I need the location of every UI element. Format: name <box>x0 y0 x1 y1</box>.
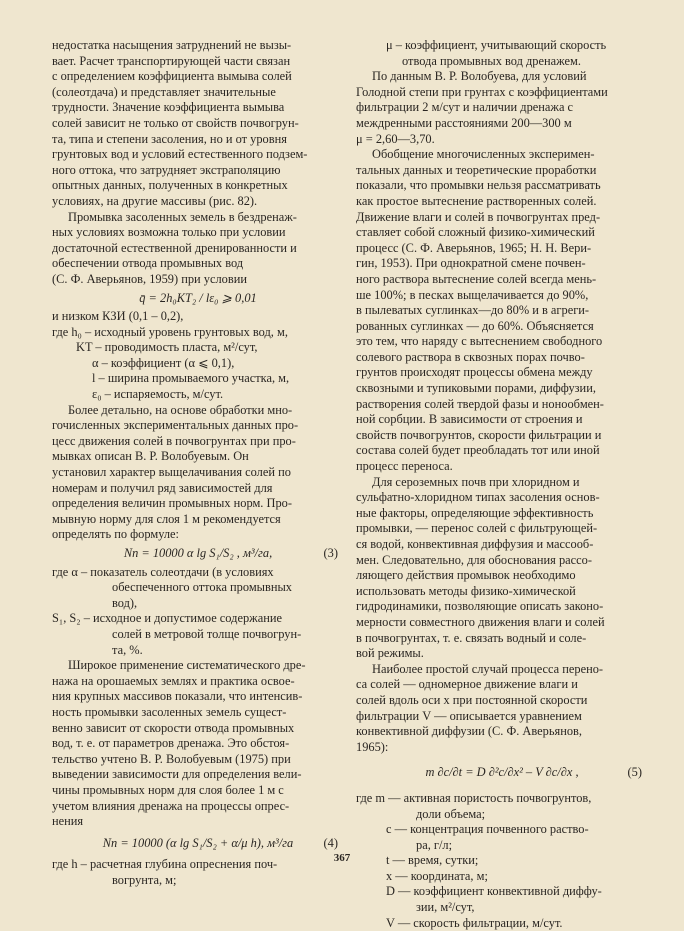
page-number: 367 <box>333 852 351 864</box>
text-line: условиях, на другие массивы (рис. 82). <box>52 193 258 208</box>
text-line: растворения солей твердой фазы и нонообмен- <box>356 396 604 411</box>
definition-d: D — коэффициент конвективной диффу- <box>386 884 602 899</box>
left-column <box>52 38 344 888</box>
formula-5 <box>356 765 648 781</box>
definition-kt: KT – проводимость пласта, м²/сут, <box>76 340 258 355</box>
definition-t: t — время, сутки; <box>386 853 479 868</box>
text-line: По данным В. Р. Волобуева, для условий <box>372 69 587 84</box>
text-line: вает. Расчет транспортирующей части связан <box>52 53 291 68</box>
text-line: грунтов происходят процессы обмена между <box>356 365 593 380</box>
text-line: выведении зависимости для определения вели- <box>52 767 302 782</box>
definition-h-cont: вогрунта, м; <box>112 872 177 887</box>
text-line: достаточной естественной дренированности и <box>52 240 297 255</box>
text-line: са солей — одномерное движение влаги и <box>356 677 578 692</box>
text-line: и низком КЗИ (0,1 – 0,2), <box>52 309 184 324</box>
definition-h: где h – расчетная глубина опреснения поч- <box>52 857 278 872</box>
text-line: определять по формуле: <box>52 527 179 542</box>
text-line: это тем, что наряду с вытеснением свободного <box>356 334 603 349</box>
text-line: с определением коэффициента вымыва солей <box>52 69 292 84</box>
text-line: Обобщение многочисленных эксперимен- <box>372 147 595 162</box>
text-line: свойств почвогрунтов, скорости фильтрации и <box>356 427 602 442</box>
text-line: ше 100%; в песках выщелачивается до 90%, <box>356 287 589 302</box>
right-column <box>356 38 648 931</box>
text-line: ляющего действия промывок необходимо <box>356 568 576 583</box>
definition-m-cont: доли объема; <box>416 806 486 821</box>
text-line: недостатка насыщения затруднений не вызы- <box>52 38 292 52</box>
definition-d-cont: зии, м²/сут, <box>416 900 475 915</box>
definition-eps: ε₀ – испаряемость, м/сут. <box>92 387 224 402</box>
formula-4 <box>52 836 344 852</box>
text-line: та, типа и степени засоления, но и от уровня <box>52 131 287 146</box>
text-line: мен. Следовательно, для обоснования рассо- <box>356 552 592 567</box>
text-line: (С. Ф. Аверьянов, 1959) при условии <box>52 271 247 286</box>
text-line: (солеотдача) и представляет значительные <box>52 84 276 99</box>
formula-5-body: m ∂c/∂t = D ∂²c/∂x² – V ∂c/∂x , <box>425 765 579 780</box>
definition-m: где m — активная пористость почвогрунтов, <box>356 790 592 805</box>
text-line: ных условиях возможна только при условии <box>52 225 286 240</box>
text-line: тальных данных и теоретические проработки <box>356 162 597 177</box>
text-line: конвективной диффузии (С. Ф. Аверьянов, <box>356 724 582 739</box>
text-line: учетом влияния дренажа на процессы опрес- <box>52 798 290 813</box>
text-line: солевого раствора в сквозных порах почво- <box>356 349 585 364</box>
text-line: междренными расстояниями 200—300 м <box>356 115 572 130</box>
text-line: опытных данных, полученных в конкретных <box>52 178 288 193</box>
text-line: сульфатно-хлоридном типах засоления основ- <box>356 490 600 505</box>
text-line: трудности. Значение коэффициента вымыва <box>52 100 285 115</box>
text-line: ность промывки засоленных земель сущест- <box>52 704 287 719</box>
text-line: солей зависит не только от свойств почвогрун- <box>52 115 299 130</box>
formula-4-number: (4) <box>323 835 338 850</box>
text-line: рованных суглинках — до 60%. Объясняется <box>356 318 594 333</box>
definition-s-cont: та, %. <box>112 642 143 657</box>
text-line: тельство учтено В. Р. Волобуевым (1975) при <box>52 751 291 766</box>
text-line: цесс движения солей в почвогрунтах при про- <box>52 433 296 448</box>
text-line: мывную норму для слоя 1 м рекомендуется <box>52 511 281 526</box>
text-line: показали, что промывки нельзя рассматривать <box>356 178 601 193</box>
text-line: номерам и получил ряд зависимостей для <box>52 480 273 495</box>
definition-s-cont: солей в метровой толще почвогрун- <box>112 626 302 641</box>
text-line: как простое вытеснение растворенных солей. <box>356 193 597 208</box>
text-line: ставляет собой сложный физико-химический <box>356 225 595 240</box>
definition-s: S₁, S₂ – исходное и допустимое содержание <box>52 611 282 626</box>
text-line: ного раствора вытеснение солей всегда мень- <box>356 271 597 286</box>
text-line: нения <box>52 814 84 829</box>
text-line: вой режимы. <box>356 646 424 661</box>
text-line: мывках описан В. Р. Волобуевым. Он <box>52 449 249 464</box>
definition-mu: μ – коэффициент, учитывающий скорость <box>386 38 607 52</box>
definition-mu-cont: отвода промывных вод дренажем. <box>402 53 581 68</box>
definition-alpha-2-cont: обеспеченного оттока промывных <box>112 580 292 595</box>
definition-alpha-2: где α – показатель солеотдачи (в условиях <box>52 564 274 579</box>
text-line: установил характер выщелачивания солей по <box>52 465 291 480</box>
definition-alpha: α – коэффициент (α ⩽ 0,1), <box>92 355 235 370</box>
text-line: чины промывных норм для слоя более 1 м с <box>52 782 284 797</box>
text-line: гин, 1953). При однократной смене почвен- <box>356 256 586 271</box>
text-line: гочисленных экспериментальных данных про- <box>52 418 299 433</box>
text-line: определения величин промывных норм. Про- <box>52 496 292 511</box>
text-line: солей вдоль оси x при постоянной скорости <box>356 692 588 707</box>
text-line: гидродинамики, позволяющие описать законо- <box>356 599 604 614</box>
text-line: μ = 2,60—3,70. <box>356 131 435 146</box>
definition-c-cont: ра, г/л; <box>416 837 453 852</box>
text-line: фильтрации V — описывается уравнением <box>356 708 582 723</box>
formula-4-body: Nп = 10000 (α lg S₁/S₂ + α/μ h), м³/га <box>102 835 294 850</box>
text-line: нажа на орошаемых землях и практика освое- <box>52 673 295 688</box>
text-line: Для сероземных почв при хлоридном и <box>372 474 580 489</box>
text-line: ся водой, конвективная диффузия и массооб- <box>356 537 594 551</box>
text-line: сквозными и тупиковыми порами, диффузии, <box>356 381 596 396</box>
text-line: вод, т. е. от параметров дренажа. Это обстоя- <box>52 736 290 751</box>
definition-h0: где h₀ – исходный уровень грунтовых вод, м, <box>52 324 288 339</box>
formula-3-number: (3) <box>323 546 338 560</box>
text-line: ные факторы, определяющие эффективность <box>356 505 594 520</box>
text-line: мерности совместного движения влаги и солей <box>356 614 605 629</box>
formula-3 <box>52 546 344 562</box>
definition-x: x — координата, м; <box>386 868 488 883</box>
text-line: обеспечении отвода промывных вод <box>52 256 244 271</box>
text-line: процесс (С. Ф. Аверьянов, 1965; Н. Н. Вери- <box>356 240 592 255</box>
text-line: ния крупных массивов показали, что интенсив- <box>52 689 303 704</box>
text-line: промывки, — перенос солей с фильтрующей- <box>356 521 598 536</box>
text-line: Движение влаги и солей в почвогрунтах пред- <box>356 209 601 224</box>
text-line: Более детально, на основе обработки мно- <box>68 402 293 417</box>
formula-5-number: (5) <box>627 765 642 780</box>
text-line: фильтрации 2 м/сут и наличии дренажа с <box>356 100 574 115</box>
text-line: Широкое применение систематического дре- <box>68 658 306 673</box>
text-line: состава солей будет преобладать тот или иной <box>356 443 600 458</box>
formula-3-body: Nп = 10000 α lg S₁/S₂ , м³/га, <box>123 546 273 560</box>
text-line: в почвогрунтах, т. е. связать водный и соле- <box>356 630 587 645</box>
definition-l: l – ширина промываемого участка, м, <box>92 371 290 386</box>
text-line: венно зависит от скорости отвода промывных <box>52 720 295 735</box>
text-line: 1965): <box>356 739 389 754</box>
definition-c: c — концентрация почвенного раство- <box>386 822 589 837</box>
text-line: Наиболее простой случай процесса перено- <box>372 661 604 676</box>
text-line: использовать методы физико-химической <box>356 583 576 598</box>
text-line: Промывка засоленных земель в бездренаж- <box>68 209 297 224</box>
definition-alpha-2-cont: вод), <box>112 595 138 610</box>
definition-v: V — скорость фильтрации, м/сут. <box>386 915 563 930</box>
text-line: процесс переноса. <box>356 459 453 474</box>
text-line: в пылеватых суглинках—до 80% и в агреги- <box>356 303 590 318</box>
text-line: Голодной степи при грунтах с коэффициентами <box>356 84 608 99</box>
text-line: ной сорбции. В зависимости от строения и <box>356 412 583 427</box>
formula-2: q̄ = 2h₀KT₂ / lε₀ ⩾ 0,01 <box>139 290 257 305</box>
text-line: ного оттока, что затрудняет экстраполяцию <box>52 162 281 177</box>
text-line: грунтовых вод и условий естественного подзем- <box>52 147 308 162</box>
